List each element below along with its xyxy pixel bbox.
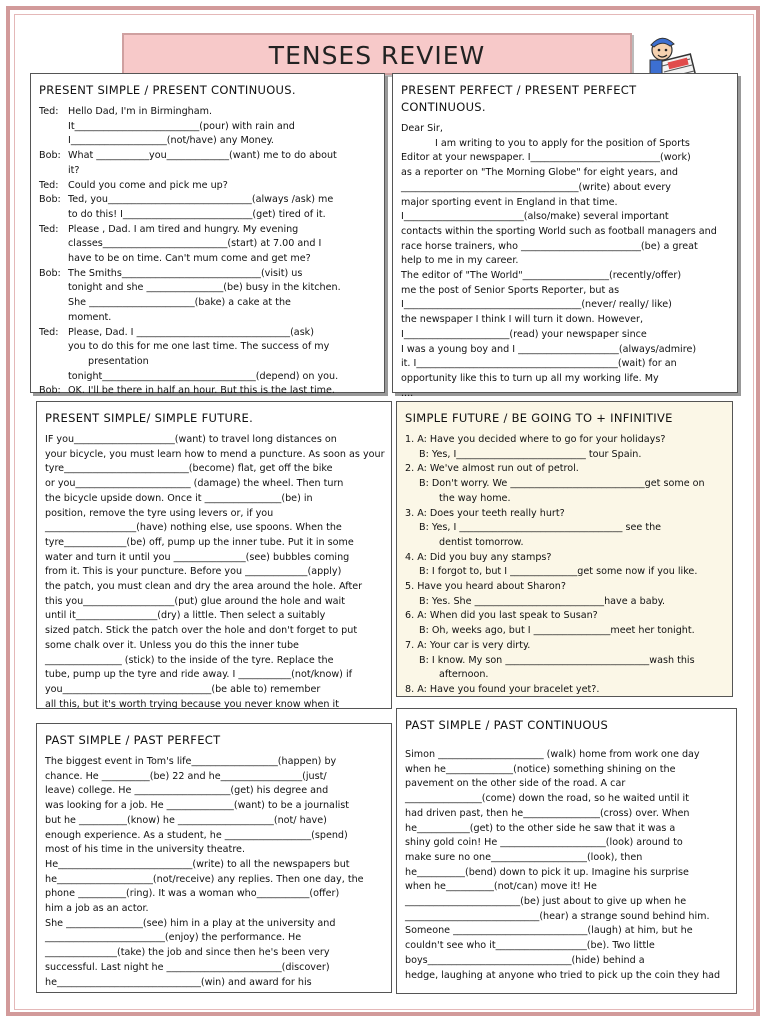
text-line: I______________________(read) your newspaper since [401, 328, 647, 340]
text-line: phone __________(ring). It was a woman who___________(offer) [45, 888, 340, 900]
speaker-label [39, 355, 68, 370]
section-title: PRESENT SIMPLE / PRESENT CONTINUOUS. [39, 83, 296, 97]
text-line: _______________(take) the job and since then he's been very [45, 947, 330, 959]
text-line: tyre__________________________(become) flat, get off the bike [45, 463, 333, 475]
exercise-line: dentist tomorrow. [439, 536, 524, 548]
exercise-line: 5. Have you heard about Sharon? [405, 581, 566, 593]
text-line: The biggest event in Tom's life__________________(happen) by [45, 756, 337, 767]
text-line: Dear Sir, [401, 123, 443, 134]
dialogue-line [39, 179, 376, 194]
speaker-label [39, 252, 68, 267]
text-line: make sure no one____________________(look), then [405, 851, 643, 863]
dialogue-text: Hello Dad, I'm in Birmingham. [68, 106, 213, 117]
dialogue-line [39, 340, 376, 355]
section-title-line1: PRESENT PERFECT / PRESENT PERFECT [401, 83, 637, 97]
exercise-line: 6. A: When did you last speak to Susan? [405, 610, 598, 622]
text-line: tube, pump up the tyre and ride away. I ___________(not/know) if [45, 669, 353, 681]
text-line: _________________________(enjoy) the performance. He [45, 932, 302, 944]
text-line: ________________(come) down the road, so he waited until it [405, 793, 689, 805]
section-past-continuous [396, 708, 737, 994]
text-line: you_______________________________(be able to) remember [45, 683, 321, 695]
text-line: the bicycle upside down. Once it ________________(be) in [45, 492, 313, 504]
exercise-line: B: Don't worry. We ____________________________get some on [419, 478, 705, 490]
speaker-label: Ted: [39, 223, 59, 235]
dialogue-text: She ______________________(bake) a cake at the [68, 297, 291, 309]
text-line: but he __________(know) he ____________________(not/ have) [45, 814, 327, 826]
text-line: contacts within the sporting World such as football managers and [401, 225, 717, 237]
dialogue-line [39, 384, 376, 399]
speaker-label [39, 340, 68, 355]
section-present-simple-continuous [30, 73, 385, 397]
speaker-label: Bob: [39, 194, 61, 206]
dialogue-text: The Smiths_____________________________(visit) us [68, 267, 303, 279]
text-line: I am writing to you to apply for the position of Sports [435, 137, 690, 149]
exercise-line: B: Yes. She ___________________________have a baby. [419, 595, 666, 607]
speaker-label: Bob: [39, 150, 61, 162]
text-line: The editor of "The World"__________________(recently/offer) [401, 270, 682, 282]
text-line: or you________________________ (damage) the wheel. Then turn [45, 478, 344, 490]
text-line: chance. He __________(be) 22 and he_________________(just/ [45, 770, 327, 782]
exercise-line: 4. A: Did you buy any stamps? [405, 551, 552, 563]
section-going-to [396, 401, 733, 697]
text-line: most of his time in the university theatre. [45, 844, 246, 856]
speaker-label [39, 134, 68, 149]
dialogue-text: moment. [68, 311, 112, 323]
dialogue-text: presentation [88, 355, 149, 367]
text-line: Editor at your newspaper. I___________________________(work) [401, 152, 691, 164]
text-line: Someone ____________________________(laugh) at him, but he [405, 925, 693, 937]
dialogue-text: tonight and she ________________(be) busy in the kitchen. [68, 282, 341, 294]
text-line: when he______________(notice) something shining on the [405, 763, 676, 775]
dialogue-line [39, 326, 376, 341]
text-line: ________________________(be) just about to give up when he [405, 896, 687, 908]
text-line: water and turn it until you _______________(see) bubbles coming [45, 551, 350, 563]
text-line: from it. This is your puncture. Before you _____________(apply) [45, 566, 342, 578]
exercise-line: B: Oh, weeks ago, but I ________________meet her tonight. [419, 625, 695, 637]
text-line: me the post of Senior Sports Reporter, but as [401, 284, 620, 296]
text-line: leave) college. He ____________________(get) his degree and [45, 785, 329, 797]
dialogue-line [39, 149, 376, 164]
text-line: all this, but it's worth trying because you never know when it [45, 698, 339, 710]
dialogue-line [39, 193, 376, 208]
text-line: the newspaper I think I will turn it down. However, [401, 314, 644, 326]
text-line: was looking for a job. He ______________(want) to be a journalist [45, 800, 350, 812]
exercise-line: 1. A: Have you decided where to go for your holidays? [405, 434, 666, 445]
speaker-label [39, 120, 68, 135]
text-line: help to me in my career. [401, 255, 519, 267]
title-banner [122, 33, 632, 75]
dialogue-line [39, 355, 376, 370]
page-title: TENSES REVIEW [268, 41, 486, 70]
dialogue-text: Could you come and pick me up? [68, 179, 228, 191]
exercise-line: 8. A: Have you found your bracelet yet?. [405, 683, 600, 695]
dialogue-line [39, 223, 376, 238]
speaker-label [39, 208, 68, 223]
text-line: tyre_____________(be) off, pump up the inner tube. Put it in some [45, 536, 354, 548]
exercise-line: B: Yes, I __________________________________ see the [419, 522, 662, 534]
text-line: this you___________________(put) glue around the hole and wait [45, 595, 345, 607]
section-present-perfect [392, 73, 738, 399]
dialogue-text: you to do this for me one last time. The success of my [68, 341, 330, 353]
speaker-label [39, 296, 68, 311]
section-title-line2: CONTINUOUS. [401, 100, 486, 114]
exercise-line: 2. A: We've almost run out of petrol. [405, 463, 579, 475]
text-line: he__________(bend) down to pick it up. Imagine his surprise [405, 866, 689, 878]
section-past-perfect [36, 723, 392, 993]
text-line: ___________________(have) nothing else, use spoons. When the [45, 522, 342, 534]
speaker-label: Ted: [39, 326, 59, 338]
text-line: him a job as an actor. [45, 903, 149, 915]
dialogue-text: it? [68, 164, 80, 176]
section-present-simple-future [36, 401, 392, 709]
text-line: hedge, laughing at anyone who tried to pick up the coin they had [405, 969, 721, 981]
section-title: SIMPLE FUTURE / BE GOING TO + INFINITIVE [405, 411, 673, 425]
text-line: when he__________(not/can) move it! He [405, 881, 597, 893]
speaker-label: Bob: [39, 267, 61, 279]
dialogue-line [39, 164, 376, 179]
dialogue-line [39, 311, 376, 326]
dialogue-line [39, 134, 376, 149]
dialogue-text: What ___________you_____________(want) me to do about [68, 150, 337, 162]
text-line: She ________________(see) him in a play at the university and [45, 917, 336, 929]
section-title: PAST SIMPLE / PAST CONTINUOUS [405, 718, 609, 732]
exercise-line: the way home. [439, 492, 511, 504]
dialogue-text: Please, Dad. I ________________________________(ask) [68, 326, 314, 338]
speaker-label [39, 311, 68, 326]
text-line: .... [401, 387, 414, 399]
speaker-label [39, 370, 68, 385]
dialogue-line [39, 267, 376, 282]
dialogue-text: I____________________(not/have) any Money. [68, 135, 274, 147]
text-line: IF you_____________________(want) to travel long distances on [45, 434, 337, 445]
speaker-label [39, 281, 68, 296]
exercise-line: 7. A: Your car is very dirty. [405, 639, 531, 651]
speaker-label: Ted: [39, 106, 59, 117]
text-line: I_____________________________________(never/ really/ like) [401, 299, 672, 311]
text-line: I was a young boy and I _____________________(always/admire) [401, 343, 697, 355]
text-line: enough experience. As a student, he __________________(spend) [45, 829, 348, 841]
text-line: He____________________________(write) to all the newspapers but [45, 858, 350, 870]
dialogue-line [39, 105, 376, 120]
text-line: ____________________________(hear) a strange sound behind him. [405, 910, 710, 922]
text-line: the patch, you must clean and dry the area around the hole. After [45, 581, 363, 593]
text-line: successful. Last night he ________________________(discover) [45, 961, 330, 973]
text-line: _____________________________________(write) about every [401, 181, 671, 193]
speaker-label: Ted: [39, 179, 59, 191]
dialogue-line [39, 281, 376, 296]
dialogue-text: to do this! I___________________________(get) tired of it. [68, 208, 326, 220]
text-line: until it_________________(dry) a little. Then select a suitably [45, 610, 326, 622]
exercise-line: B: Yes, I___________________________ tour Spain. [419, 448, 642, 460]
exercise-line: B: I forgot to, but I ______________get some now if you like. [419, 566, 698, 578]
dialogue-text: Ted, you______________________________(always /ask) me [68, 194, 334, 206]
text-line: some chalk over it. Unless you do this the inner tube [45, 639, 299, 651]
dialogue-text: classes__________________________(start) at 7.00 and I [68, 238, 322, 250]
dialogue-line [39, 208, 376, 223]
text-line: Simon ______________________ (walk) home from work one day [405, 749, 700, 760]
text-line: position, remove the tyre using levers or, if you [45, 507, 274, 519]
text-line: pavement on the other side of the road. A car [405, 778, 626, 790]
text-line: I_________________________(also/make) several important [401, 211, 669, 223]
dialogue-text: OK. I'll be there in half an hour. But this is the last time. [68, 385, 335, 397]
dialogue-line [39, 296, 376, 311]
text-line: boys______________________________(hide) behind a [405, 954, 645, 966]
section-title: PAST SIMPLE / PAST PERFECT [45, 733, 221, 747]
dialogue-text: tonight________________________________(depend) on you. [68, 370, 339, 382]
dialogue-line [39, 252, 376, 267]
section-title: PRESENT SIMPLE/ SIMPLE FUTURE. [45, 411, 254, 425]
text-line: sized patch. Stick the patch over the hole and don't forget to put [45, 625, 358, 637]
text-line: he____________________(not/receive) any replies. Then one day, the [45, 873, 364, 885]
text-line: couldn't see who it___________________(be). Two little [405, 940, 655, 952]
exercise-line: B: I know. My son ______________________________wash this [419, 654, 695, 666]
text-line: major sporting event in England in that time. [401, 196, 618, 208]
speaker-label: Bob: [39, 385, 61, 397]
exercise-line: 3. A: Does your teeth really hurt? [405, 507, 565, 519]
dialogue-line [39, 370, 376, 385]
dialogue-text: have to be on time. Can't mum come and get me? [68, 253, 311, 265]
text-line: ________________ (stick) to the inside of the tyre. Replace the [45, 654, 334, 666]
exercise-line: afternoon. [439, 669, 489, 681]
text-line: race horse trainers, who _________________________(be) a great [401, 240, 698, 252]
text-line: shiny gold coin! He ______________________(look) around to [405, 837, 683, 849]
text-line: he___________(get) to the other side he saw that it was a [405, 822, 676, 834]
speaker-label [39, 237, 68, 252]
dialogue-line [39, 237, 376, 252]
text-line: opportunity like this to turn up all my working life. My [401, 372, 659, 384]
text-line: your bicycle, you must learn how to mend a puncture. As soon as your [45, 448, 385, 460]
text-line: it. I__________________________________________(wait) for an [401, 358, 677, 370]
dialogue-text: Please , Dad. I am tired and hungry. My evening [68, 223, 299, 235]
text-line: had driven past, then he________________(cross) over. When [405, 807, 690, 819]
speaker-label [39, 164, 68, 179]
dialogue-line [39, 120, 376, 135]
text-line: he______________________________(win) and award for his [45, 976, 312, 988]
dialogue-text: It__________________________(pour) with rain and [68, 120, 295, 132]
text-line: as a reporter on "The Morning Globe" for eight years, and [401, 167, 679, 179]
